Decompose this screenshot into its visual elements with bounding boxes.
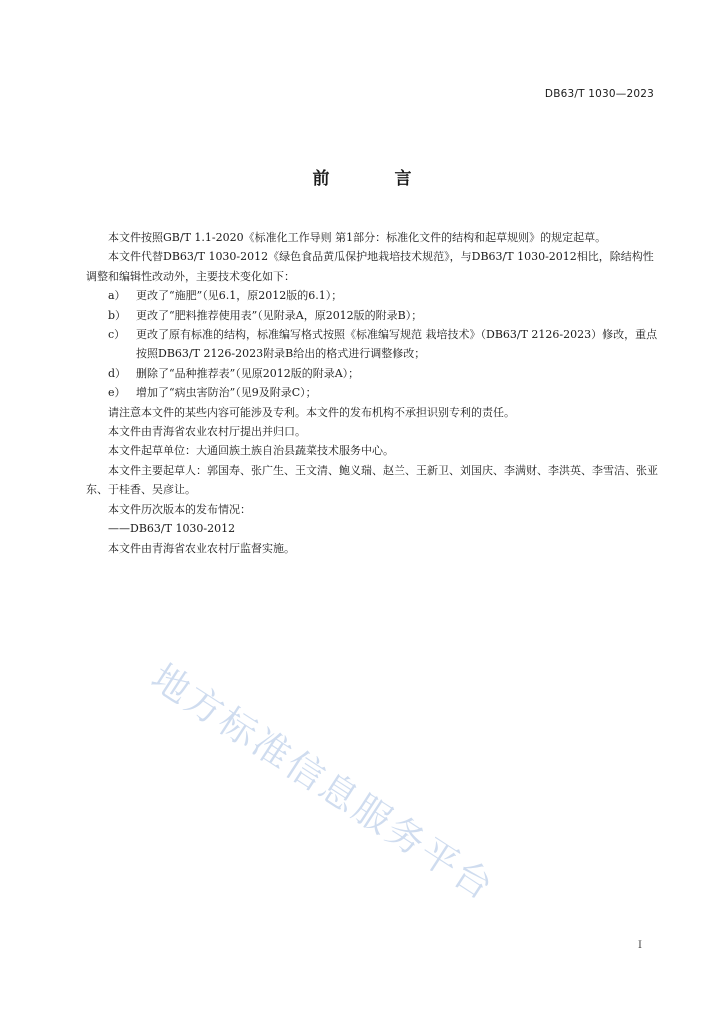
list-item-text: 更改了“施肥”（见6.1，原2012版的6.1）； — [136, 289, 343, 303]
list-item — [86, 325, 658, 364]
list-item — [86, 364, 658, 383]
list-item — [86, 383, 658, 402]
standard-code: DB63/T 1030—2023 — [544, 88, 654, 100]
list-item-mark: b） — [108, 308, 127, 322]
list-item — [86, 306, 658, 325]
paragraph-proposer: 本文件由青海省农业农村厅提出并归口。 — [108, 425, 306, 439]
paragraph-drafting-rules: 本文件按照GB/T 1.1-2020《标准化工作导则 第1部分：标准化文件的结构和起草规则》的规定起草。 — [108, 231, 607, 244]
list-item-mark: e） — [108, 386, 126, 400]
page-number: I — [638, 940, 642, 951]
paragraph-drafters: 本文件主要起草人：郭国寿、张广生、王文清、鲍义瑞、赵兰、王新卫、刘国庆、李满财、李洪英、李雪洁、张亚东、于桂香、吴彦让。 — [86, 463, 658, 497]
paragraph-supervision: 本文件由青海省农业农村厅监督实施。 — [108, 541, 295, 555]
paragraph-version-history: 本文件历次版本的发布情况： — [108, 502, 251, 516]
list-item-text: 更改了“肥料推荐使用表”（见附录A，原2012版的附录B）； — [136, 308, 423, 322]
list-item — [86, 286, 658, 305]
page-title: 前 言 — [312, 169, 436, 189]
paragraph-replacement: 本文件代替DB63/T 1030-2012《绿色食品黄瓜保护地栽培技术规范》，与DB63/T 1030-2012相比，除结构性调整和编辑性改动外，主要技术变化如下： — [86, 250, 654, 283]
list-item-mark: a） — [108, 289, 126, 303]
list-item-text: 更改了原有标准的结构，标准编写格式按照《标准编写规范 栽培技术》（DB63/T 2126-2023）修改，重点按照DB63/T 2126-2023附录B给出的格式进行调整修改； — [136, 328, 658, 361]
list-item-mark: d） — [108, 366, 127, 380]
paragraph-patent-notice: 请注意本文件的某些内容可能涉及专利。本文件的发布机构不承担识别专利的责任。 — [108, 405, 515, 419]
list-item-text: 删除了“品种推荐表”（见原2012版的附录A）； — [136, 366, 360, 380]
paragraph-previous-version: ——DB63/T 1030-2012 — [108, 522, 236, 536]
foreword-body — [86, 228, 658, 558]
list-item-mark: c） — [108, 328, 126, 342]
paragraph-drafting-unit: 本文件起草单位：大通回族土族自治县蔬菜技术服务中心。 — [108, 444, 394, 458]
watermark-text: 地方标准信息服务平台 — [143, 655, 503, 910]
list-item-text: 增加了“病虫害防治”（见9及附录C）； — [136, 386, 317, 400]
